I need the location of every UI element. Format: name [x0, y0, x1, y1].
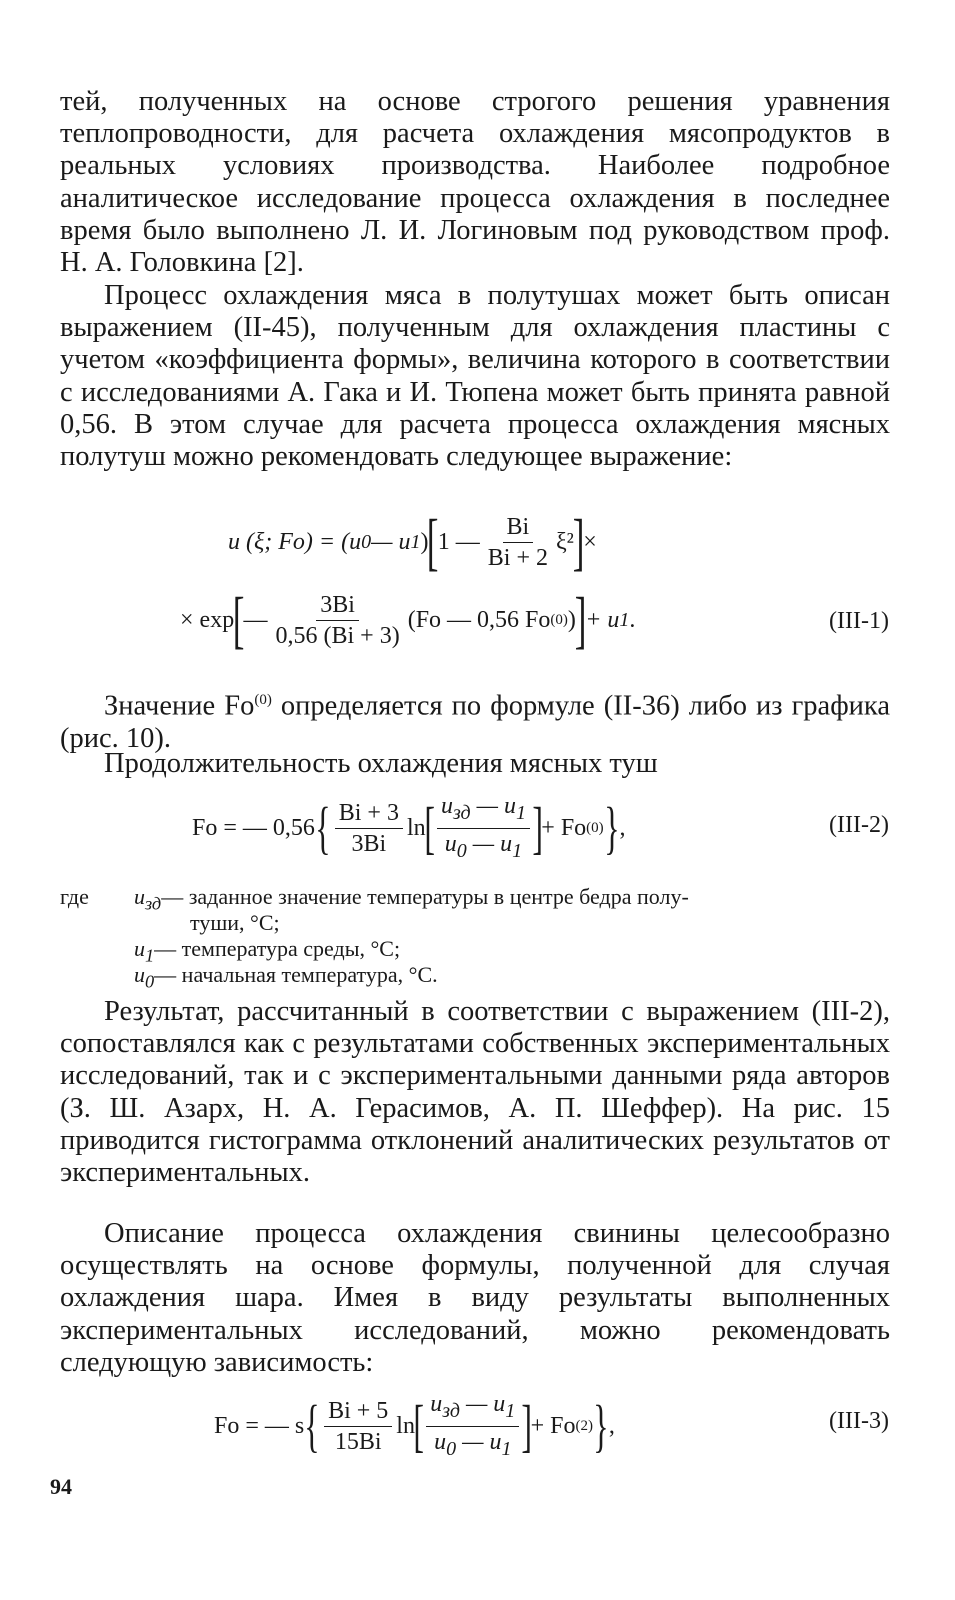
fraction-3bi: $\frac{3Bi}{0,56 (Bi + 3)}$ [275, 591, 400, 649]
equation-number-III-3: (III-3) [829, 1408, 889, 1434]
paragraph-2: Процесс охлаждения мяса в полутушах может быть описан выражением (II-45), полученным для охлаждения пластины с учетом «коэффициента формы», величина которого в соответствии с исследованиями А. Гака и И. Тюпена может быть принята равной 0,56. В этом случае для расчета процесса охлаждения мясных полутуш можно рекомендовать следующее выражение: [60, 280, 890, 473]
paragraph-6: Описание процесса охлаждения свинины целесообразно осуществлять на основе формулы, полученной для случая охлаждения шара. Имея в виду результаты выполненных экспериментальных исследований, можно рекомендовать следующую зависимость: [60, 1218, 890, 1378]
equation-III-3: Fo = — s { $\frac{Bi + 5}{15Bi}$ ln [ $\frac{u_{зд} — u_1}{u_0 — u_1}$ ] + Fo (2) } , [214, 1391, 615, 1460]
where-label: где [60, 884, 89, 909]
paragraph-3: Значение Fo$^{(0)}$ определяется по формуле (II-36) либо из графика (рис. 10). [60, 690, 890, 754]
equation-III-2: Fo = — 0,56 { $\frac{Bi + 3}{3Bi}$ ln [ $\frac{u_{зд} — u_1}{u_0 — u_1}$ ] + Fo (0) } , [192, 793, 626, 862]
paragraph-4: Продолжительность охлаждения мясных туш [104, 748, 658, 779]
right-bracket: ] [572, 506, 585, 577]
where-item-continued: туши, °С; [190, 910, 280, 935]
paragraph-1: тей, полученных на основе строгого решения уравнения теплопроводности, для расчета охлаждения мясопродуктов в реальных условиях производства. Наиболее подробное аналитическое исследование процесса охлаждения в последнее время было выполнено Л. И. Логиновым под руководством проф. Н. А. Головкина [2]. [60, 86, 890, 279]
where-item-u1: $u_1—$ температура среды, °С; [134, 936, 401, 966]
equation-number-III-2: (III-2) [829, 812, 889, 838]
paragraph-5: Результат, рассчитанный в соответствии с выражением (III-2), сопоставлялся как с результатами собственных экспериментальных исследований, так и с экспериментальными данными ряда авторов (З. Ш. Азарх, Н. А. Герасимов, А. П. Шеффер). На рис. 15 приводится гистограмма отклонений аналитических результатов от экспериментальных. [60, 996, 890, 1189]
equation-III-1-line1: u (ξ; Fo) = (u 0 — u 1 ) [ 1 — $\frac{Bi}{Bi + 2}$ ξ² ] × [228, 506, 597, 577]
left-bracket: [ [427, 506, 439, 577]
equation-III-1-line2: × exp [ — $\frac{3Bi}{0,56 (Bi + 3)}$ (Fo — 0,56 Fo (0) ) ] + u 1 . [180, 584, 636, 655]
page-number: 94 [50, 1474, 72, 1499]
where-item-uzd: $u_{зд}—$ заданное значение температуры в центре бедра полу- [134, 884, 689, 914]
equation-number-III-1: (III-1) [829, 608, 889, 634]
where-item-u0: $u_0—$ начальная температура, °С. [134, 962, 438, 992]
fraction-bi: $\frac{Bi}{Bi + 2}$ [487, 513, 548, 571]
